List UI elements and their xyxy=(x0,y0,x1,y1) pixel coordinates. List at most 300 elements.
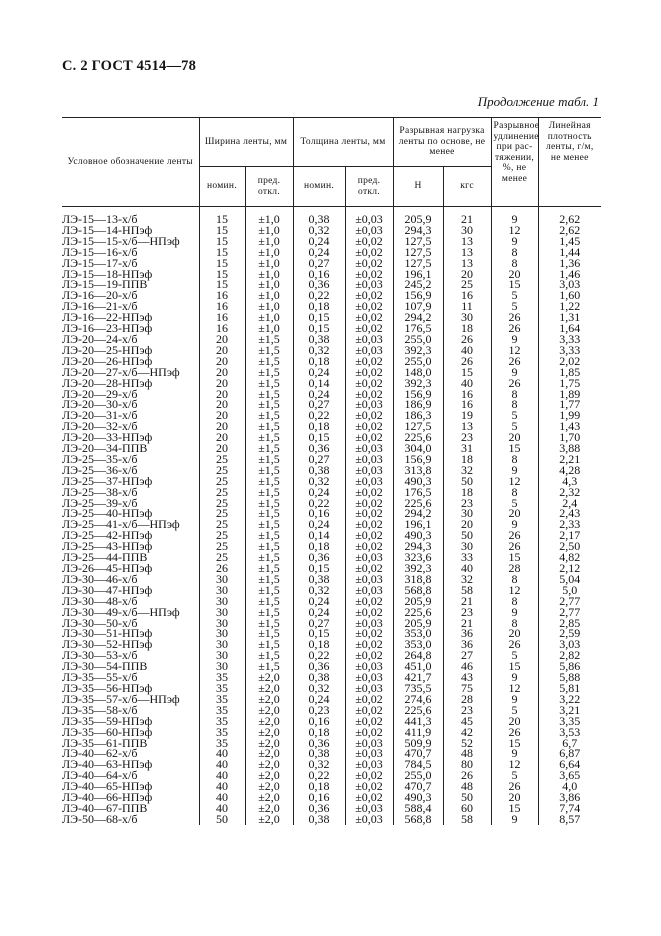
cell-width-deviation: ±2,0 xyxy=(245,683,293,694)
cell-thickness-nominal: 0,36 xyxy=(293,803,345,814)
cell-designation: ЛЭ-35—59-НПэф xyxy=(62,716,199,727)
cell-load-newton: 186,9 xyxy=(393,399,443,410)
cell-width-nominal: 16 xyxy=(199,323,245,334)
cell-thickness-nominal: 0,27 xyxy=(293,618,345,629)
cell-width-nominal: 20 xyxy=(199,334,245,345)
cell-load-kgf: 33 xyxy=(443,552,491,563)
cell-load-newton: 490,3 xyxy=(393,792,443,803)
table-row xyxy=(62,399,601,410)
cell-elongation: 9 xyxy=(491,672,538,683)
cell-load-newton: 205,9 xyxy=(393,214,443,225)
cell-linear-density: 2,62 xyxy=(559,212,581,226)
cell-linear-density: 6,87 xyxy=(559,746,581,761)
cell-thickness-deviation: ±0,02 xyxy=(345,650,393,661)
table-row xyxy=(62,661,601,672)
cell-linear-density: 3,22 xyxy=(559,691,581,706)
cell-designation: ЛЭ-35—57-х/б—НПэф xyxy=(62,694,199,705)
cell-load-newton: 441,3 xyxy=(393,716,443,727)
table-body xyxy=(62,207,601,825)
cell-elongation: 8 xyxy=(491,618,538,629)
cell-thickness-nominal: 0,23 xyxy=(293,705,345,716)
cell-width-deviation: ±2,0 xyxy=(245,781,293,792)
cell-thickness-deviation: ±0,02 xyxy=(345,301,393,312)
cell-thickness-nominal: 0,22 xyxy=(293,770,345,781)
cell-width-nominal: 15 xyxy=(199,247,245,258)
cell-width-deviation: ±1,5 xyxy=(245,552,293,563)
table-row xyxy=(62,454,601,465)
cell-width-nominal: 30 xyxy=(199,628,245,639)
cell-width-nominal: 15 xyxy=(199,258,245,269)
cell-load-kgf: 50 xyxy=(443,792,491,803)
cell-width-deviation: ±2,0 xyxy=(245,792,293,803)
cell-width-deviation: ±2,0 xyxy=(245,803,293,814)
cell-load-kgf: 23 xyxy=(443,498,491,509)
cell-width-deviation: ±1,5 xyxy=(245,639,293,650)
cell-load-newton: 294,2 xyxy=(393,312,443,323)
cell-designation: ЛЭ-15—14-НПэф xyxy=(62,225,199,236)
cell-elongation: 12 xyxy=(491,225,538,236)
cell-thickness-deviation: ±0,03 xyxy=(345,585,393,596)
cell-designation: ЛЭ-40—64-х/б xyxy=(62,770,199,781)
cell-thickness-deviation: ±0,03 xyxy=(345,552,393,563)
cell-load-kgf: 20 xyxy=(443,519,491,530)
table-row xyxy=(62,378,601,389)
cell-width-nominal: 15 xyxy=(199,279,245,290)
cell-thickness-nominal: 0,38 xyxy=(293,334,345,345)
cell-thickness-deviation: ±0,02 xyxy=(345,367,393,378)
table-row xyxy=(62,290,601,301)
cell-load-newton: 490,3 xyxy=(393,476,443,487)
cell-linear-density: 1,46 xyxy=(559,266,581,281)
cell-width-nominal: 25 xyxy=(199,476,245,487)
cell-width-deviation: ±2,0 xyxy=(245,694,293,705)
cell-elongation: 8 xyxy=(491,247,538,258)
cell-thickness-nominal: 0,32 xyxy=(293,225,345,236)
cell-designation: ЛЭ-35—55-х/б xyxy=(62,672,199,683)
cell-elongation: 5 xyxy=(491,705,538,716)
cell-thickness-deviation: ±0,03 xyxy=(345,618,393,629)
cell-elongation: 9 xyxy=(491,607,538,618)
cell-width-deviation: ±1,0 xyxy=(245,290,293,301)
cell-width-deviation: ±1,5 xyxy=(245,498,293,509)
cell-load-newton: 255,0 xyxy=(393,356,443,367)
cell-load-kgf: 21 xyxy=(443,596,491,607)
cell-width-deviation: ±2,0 xyxy=(245,705,293,716)
cell-linear-density: 6,7 xyxy=(562,735,578,750)
cell-load-newton: 304,0 xyxy=(393,443,443,454)
header-width: Ширина ленты, мм xyxy=(199,118,293,167)
table-row xyxy=(62,759,601,770)
table-row xyxy=(62,738,601,749)
cell-elongation: 5 xyxy=(491,498,538,509)
cell-width-deviation: ±1,0 xyxy=(245,247,293,258)
cell-linear-density: 1,89 xyxy=(559,386,581,401)
cell-designation: ЛЭ-30—46-х/б xyxy=(62,574,199,585)
cell-thickness-deviation: ±0,02 xyxy=(345,236,393,247)
cell-load-newton: 225,6 xyxy=(393,432,443,443)
cell-width-nominal: 35 xyxy=(199,738,245,749)
cell-width-deviation: ±1,5 xyxy=(245,399,293,410)
cell-thickness-deviation: ±0,02 xyxy=(345,432,393,443)
cell-elongation: 5 xyxy=(491,770,538,781)
cell-linear-density: 3,88 xyxy=(559,441,581,456)
header-thickness: Толщина ленты, мм xyxy=(293,118,393,167)
cell-thickness-nominal: 0,38 xyxy=(293,574,345,585)
cell-width-deviation: ±2,0 xyxy=(245,672,293,683)
cell-load-kgf: 18 xyxy=(443,487,491,498)
cell-load-kgf: 19 xyxy=(443,410,491,421)
cell-designation: ЛЭ-25—39-х/б xyxy=(62,498,199,509)
cell-designation: ЛЭ-25—37-НПэф xyxy=(62,476,199,487)
cell-elongation: 20 xyxy=(491,628,538,639)
cell-elongation: 26 xyxy=(491,312,538,323)
cell-thickness-deviation: ±0,02 xyxy=(345,247,393,258)
cell-width-deviation: ±1,5 xyxy=(245,410,293,421)
cell-thickness-nominal: 0,22 xyxy=(293,650,345,661)
cell-linear-density: 5,88 xyxy=(559,670,581,685)
cell-thickness-nominal: 0,32 xyxy=(293,683,345,694)
cell-width-deviation: ±2,0 xyxy=(245,748,293,759)
cell-thickness-deviation: ±0,02 xyxy=(345,727,393,738)
cell-load-kgf: 30 xyxy=(443,541,491,552)
header-breaking-load: Разрывная нагрузка ленты по основе, не менее xyxy=(393,118,491,167)
cell-load-newton: 411,9 xyxy=(393,727,443,738)
header-elongation: Разрывное удлинение при рас-тяжении, %, не менее xyxy=(491,118,538,207)
cell-thickness-deviation: ±0,02 xyxy=(345,596,393,607)
cell-linear-density: 2,02 xyxy=(559,353,581,368)
cell-thickness-nominal: 0,16 xyxy=(293,716,345,727)
cell-designation: ЛЭ-20—24-х/б xyxy=(62,334,199,345)
header-linear-density: Линейная плотность ленты, г/м, не менее xyxy=(538,118,601,207)
cell-width-nominal: 30 xyxy=(199,639,245,650)
cell-linear-density: 3,03 xyxy=(559,277,581,292)
cell-width-deviation: ±1,5 xyxy=(245,596,293,607)
cell-elongation: 8 xyxy=(491,487,538,498)
cell-thickness-nominal: 0,32 xyxy=(293,759,345,770)
cell-thickness-nominal: 0,24 xyxy=(293,487,345,498)
cell-thickness-nominal: 0,15 xyxy=(293,563,345,574)
cell-thickness-deviation: ±0,02 xyxy=(345,694,393,705)
cell-thickness-deviation: ±0,02 xyxy=(345,519,393,530)
cell-elongation: 12 xyxy=(491,585,538,596)
cell-linear-density: 2,21 xyxy=(559,451,581,466)
table-row xyxy=(62,236,601,247)
cell-thickness-nominal: 0,18 xyxy=(293,356,345,367)
cell-width-deviation: ±1,5 xyxy=(245,443,293,454)
cell-thickness-nominal: 0,18 xyxy=(293,781,345,792)
cell-load-newton: 353,0 xyxy=(393,628,443,639)
cell-linear-density: 3,35 xyxy=(559,713,581,728)
cell-load-newton: 470,7 xyxy=(393,748,443,759)
cell-load-kgf: 18 xyxy=(443,454,491,465)
cell-designation: ЛЭ-30—52-НПэф xyxy=(62,639,199,650)
cell-load-kgf: 50 xyxy=(443,476,491,487)
cell-thickness-deviation: ±0,02 xyxy=(345,563,393,574)
cell-width-deviation: ±1,5 xyxy=(245,628,293,639)
cell-designation: ЛЭ-35—60-НПэф xyxy=(62,727,199,738)
cell-width-nominal: 40 xyxy=(199,781,245,792)
cell-thickness-nominal: 0,15 xyxy=(293,432,345,443)
cell-width-deviation: ±1,5 xyxy=(245,541,293,552)
table-caption: Продолжение табл. 1 xyxy=(477,94,599,109)
cell-designation: ЛЭ-20—25-НПэф xyxy=(62,345,199,356)
cell-width-nominal: 35 xyxy=(199,683,245,694)
cell-load-kgf: 36 xyxy=(443,639,491,650)
cell-load-kgf: 13 xyxy=(443,236,491,247)
cell-width-nominal: 16 xyxy=(199,301,245,312)
header-load-newton: Н xyxy=(393,167,443,207)
cell-linear-density: 1,44 xyxy=(559,244,581,259)
cell-elongation: 5 xyxy=(491,301,538,312)
cell-linear-density: 3,21 xyxy=(559,702,581,717)
cell-width-nominal: 15 xyxy=(199,236,245,247)
cell-thickness-deviation: ±0,02 xyxy=(345,487,393,498)
cell-designation: ЛЭ-20—30-х/б xyxy=(62,399,199,410)
cell-thickness-deviation: ±0,03 xyxy=(345,748,393,759)
cell-width-deviation: ±1,5 xyxy=(245,356,293,367)
cell-elongation: 26 xyxy=(491,378,538,389)
cell-load-kgf: 26 xyxy=(443,770,491,781)
cell-thickness-deviation: ±0,02 xyxy=(345,269,393,280)
cell-thickness-nominal: 0,24 xyxy=(293,694,345,705)
cell-thickness-nominal: 0,15 xyxy=(293,312,345,323)
table-row xyxy=(62,585,601,596)
cell-elongation: 9 xyxy=(491,236,538,247)
cell-load-kgf: 32 xyxy=(443,465,491,476)
cell-thickness-nominal: 0,27 xyxy=(293,454,345,465)
table-row xyxy=(62,247,601,258)
cell-linear-density: 4,0 xyxy=(562,779,578,794)
cell-load-newton: 225,6 xyxy=(393,607,443,618)
cell-thickness-deviation: ±0,03 xyxy=(345,399,393,410)
cell-linear-density: 1,99 xyxy=(559,408,581,423)
cell-load-newton: 294,3 xyxy=(393,541,443,552)
cell-designation: ЛЭ-40—62-х/б xyxy=(62,748,199,759)
cell-width-nominal: 25 xyxy=(199,487,245,498)
cell-linear-density: 1,75 xyxy=(559,375,581,390)
cell-load-newton: 176,5 xyxy=(393,323,443,334)
cell-load-kgf: 30 xyxy=(443,312,491,323)
cell-elongation: 12 xyxy=(491,759,538,770)
cell-elongation: 8 xyxy=(491,574,538,585)
cell-width-deviation: ±1,0 xyxy=(245,214,293,225)
cell-load-kgf: 48 xyxy=(443,748,491,759)
cell-designation: ЛЭ-15—18-НПэф xyxy=(62,269,199,280)
cell-thickness-nominal: 0,36 xyxy=(293,552,345,563)
cell-elongation: 20 xyxy=(491,508,538,519)
cell-thickness-deviation: ±0,02 xyxy=(345,705,393,716)
cell-load-newton: 392,3 xyxy=(393,378,443,389)
cell-designation: ЛЭ-16—22-НПэф xyxy=(62,312,199,323)
cell-linear-density: 2,12 xyxy=(559,561,581,575)
cell-load-newton: 294,2 xyxy=(393,508,443,519)
cell-designation: ЛЭ-20—28-НПэф xyxy=(62,378,199,389)
cell-width-deviation: ±2,0 xyxy=(245,770,293,781)
cell-elongation: 9 xyxy=(491,465,538,476)
cell-width-deviation: ±1,0 xyxy=(245,323,293,334)
cell-load-kgf: 46 xyxy=(443,661,491,672)
cell-elongation: 9 xyxy=(491,814,538,825)
cell-designation: ЛЭ-20—33-НПэф xyxy=(62,432,199,443)
cell-load-kgf: 60 xyxy=(443,803,491,814)
cell-load-kgf: 45 xyxy=(443,716,491,727)
cell-thickness-deviation: ±0,03 xyxy=(345,759,393,770)
cell-designation: ЛЭ-25—42-НПэф xyxy=(62,530,199,541)
cell-designation: ЛЭ-40—65-НПэф xyxy=(62,781,199,792)
cell-width-deviation: ±1,5 xyxy=(245,389,293,400)
cell-thickness-deviation: ±0,03 xyxy=(345,334,393,345)
cell-thickness-nominal: 0,15 xyxy=(293,628,345,639)
cell-elongation: 9 xyxy=(491,334,538,345)
cell-elongation: 28 xyxy=(491,563,538,574)
cell-designation: ЛЭ-25—38-х/б xyxy=(62,487,199,498)
cell-load-kgf: 26 xyxy=(443,334,491,345)
cell-width-nominal: 30 xyxy=(199,574,245,585)
cell-linear-density: 2,82 xyxy=(559,648,581,663)
table-row xyxy=(62,814,601,825)
cell-load-newton: 176,5 xyxy=(393,487,443,498)
cell-designation: ЛЭ-26—45-НПэф xyxy=(62,563,199,574)
cell-thickness-deviation: ±0,03 xyxy=(345,465,393,476)
cell-width-nominal: 20 xyxy=(199,367,245,378)
cell-thickness-nominal: 0,15 xyxy=(293,323,345,334)
cell-thickness-deviation: ±0,02 xyxy=(345,781,393,792)
cell-thickness-deviation: ±0,02 xyxy=(345,770,393,781)
cell-width-deviation: ±2,0 xyxy=(245,814,293,825)
cell-linear-density: 2,33 xyxy=(559,517,581,532)
cell-designation: ЛЭ-25—35-х/б xyxy=(62,454,199,465)
cell-width-nominal: 20 xyxy=(199,421,245,432)
cell-linear-density: 4,82 xyxy=(559,550,581,565)
cell-elongation: 8 xyxy=(491,399,538,410)
cell-designation: ЛЭ-40—66-НПэф xyxy=(62,792,199,803)
cell-linear-density: 2,77 xyxy=(559,593,581,608)
table-row xyxy=(62,803,601,814)
cell-load-newton: 196,1 xyxy=(393,519,443,530)
cell-designation: ЛЭ-20—32-х/б xyxy=(62,421,199,432)
cell-load-kgf: 52 xyxy=(443,738,491,749)
cell-width-nominal: 25 xyxy=(199,498,245,509)
cell-linear-density: 2,43 xyxy=(559,506,581,521)
cell-width-nominal: 35 xyxy=(199,705,245,716)
cell-linear-density: 2,62 xyxy=(559,222,581,237)
cell-designation: ЛЭ-20—31-х/б xyxy=(62,410,199,421)
cell-designation: ЛЭ-16—23-НПэф xyxy=(62,323,199,334)
cell-designation: ЛЭ-15—13-х/б xyxy=(62,214,199,225)
cell-elongation: 20 xyxy=(491,792,538,803)
cell-thickness-deviation: ±0,03 xyxy=(345,803,393,814)
header-width-deviation: пред. откл. xyxy=(245,167,293,207)
cell-width-nominal: 40 xyxy=(199,759,245,770)
cell-designation: ЛЭ-35—58-х/б xyxy=(62,705,199,716)
cell-load-kgf: 13 xyxy=(443,258,491,269)
cell-width-deviation: ±1,0 xyxy=(245,312,293,323)
cell-thickness-deviation: ±0,03 xyxy=(345,814,393,825)
cell-designation: ЛЭ-30—50-х/б xyxy=(62,618,199,629)
cell-load-newton: 392,3 xyxy=(393,563,443,574)
cell-thickness-nominal: 0,14 xyxy=(293,530,345,541)
cell-thickness-deviation: ±0,02 xyxy=(345,498,393,509)
cell-load-kgf: 40 xyxy=(443,378,491,389)
cell-load-newton: 313,8 xyxy=(393,465,443,476)
cell-thickness-deviation: ±0,02 xyxy=(345,389,393,400)
cell-elongation: 26 xyxy=(491,781,538,792)
cell-load-newton: 274,6 xyxy=(393,694,443,705)
cell-load-newton: 568,8 xyxy=(393,585,443,596)
cell-width-nominal: 40 xyxy=(199,792,245,803)
cell-load-newton: 568,8 xyxy=(393,814,443,825)
cell-width-deviation: ±1,5 xyxy=(245,574,293,585)
cell-width-nominal: 25 xyxy=(199,530,245,541)
cell-width-deviation: ±1,5 xyxy=(245,421,293,432)
cell-elongation: 9 xyxy=(491,367,538,378)
cell-width-nominal: 20 xyxy=(199,443,245,454)
cell-thickness-deviation: ±0,02 xyxy=(345,792,393,803)
cell-linear-density: 1,64 xyxy=(559,321,581,336)
cell-width-nominal: 35 xyxy=(199,716,245,727)
cell-width-nominal: 20 xyxy=(199,378,245,389)
cell-width-deviation: ±2,0 xyxy=(245,738,293,749)
cell-elongation: 26 xyxy=(491,356,538,367)
cell-elongation: 12 xyxy=(491,476,538,487)
cell-load-kgf: 43 xyxy=(443,672,491,683)
cell-thickness-nominal: 0,18 xyxy=(293,727,345,738)
cell-thickness-deviation: ±0,02 xyxy=(345,290,393,301)
cell-designation: ЛЭ-20—34-ППВ xyxy=(62,443,199,454)
cell-load-kgf: 13 xyxy=(443,421,491,432)
cell-width-deviation: ±1,5 xyxy=(245,618,293,629)
cell-load-kgf: 21 xyxy=(443,214,491,225)
cell-load-newton: 127,5 xyxy=(393,247,443,258)
cell-elongation: 26 xyxy=(491,727,538,738)
cell-load-newton: 225,6 xyxy=(393,705,443,716)
cell-load-newton: 245,2 xyxy=(393,279,443,290)
cell-linear-density: 1,60 xyxy=(559,288,581,303)
cell-thickness-deviation: ±0,02 xyxy=(345,356,393,367)
table-row xyxy=(62,476,601,487)
cell-load-newton: 186,3 xyxy=(393,410,443,421)
cell-width-deviation: ±1,5 xyxy=(245,465,293,476)
cell-elongation: 5 xyxy=(491,290,538,301)
cell-designation: ЛЭ-16—20-х/б xyxy=(62,290,199,301)
cell-thickness-deviation: ±0,03 xyxy=(345,214,393,225)
cell-width-nominal: 50 xyxy=(199,814,245,825)
cell-width-nominal: 26 xyxy=(199,563,245,574)
cell-linear-density: 2,85 xyxy=(559,615,581,630)
cell-elongation: 20 xyxy=(491,432,538,443)
cell-load-newton: 421,7 xyxy=(393,672,443,683)
cell-load-kgf: 58 xyxy=(443,814,491,825)
header-width-nominal: номин. xyxy=(199,167,245,207)
cell-designation: ЛЭ-35—56-НПэф xyxy=(62,683,199,694)
cell-width-deviation: ±1,5 xyxy=(245,661,293,672)
cell-width-nominal: 35 xyxy=(199,672,245,683)
cell-load-kgf: 58 xyxy=(443,585,491,596)
cell-load-kgf: 11 xyxy=(443,301,491,312)
cell-load-newton: 225,6 xyxy=(393,498,443,509)
table-row xyxy=(62,694,601,705)
table-row xyxy=(62,443,601,454)
cell-linear-density: 2,32 xyxy=(559,484,581,499)
cell-thickness-nominal: 0,24 xyxy=(293,596,345,607)
cell-load-newton: 127,5 xyxy=(393,236,443,247)
cell-elongation: 8 xyxy=(491,596,538,607)
cell-linear-density: 5,0 xyxy=(562,582,578,597)
cell-designation: ЛЭ-30—48-х/б xyxy=(62,596,199,607)
cell-thickness-deviation: ±0,03 xyxy=(345,443,393,454)
cell-load-newton: 127,5 xyxy=(393,421,443,432)
cell-load-newton: 205,9 xyxy=(393,618,443,629)
